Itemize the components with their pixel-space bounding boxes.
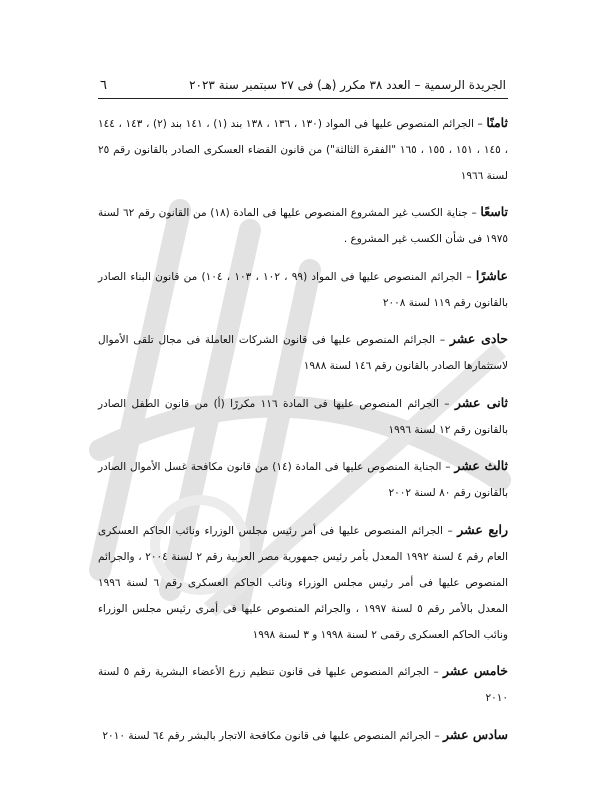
entry-title: سادس عشر	[443, 726, 508, 742]
entry-title: حادى عشر	[449, 331, 509, 346]
list-item	[98, 390, 508, 443]
list-item	[98, 453, 508, 506]
entry-text: – الجرائم المنصوص عليها فى قانون تنظيم زرع الأعضاء البشرية رقم ٥ لسنة ٢٠١٠	[98, 666, 508, 704]
page-number: ٦	[100, 78, 107, 93]
entry-title: ثامنًا	[486, 114, 508, 130]
list-item	[98, 326, 508, 379]
gazette-title: الجريدة الرسمية – العدد ٣٨ مكرر (هـ) فى ٢٧ سبتمبر سنة ٢٠٢٣	[189, 78, 506, 92]
entry-text: – الجناية المنصوص عليها فى المادة (١٤) من قانون مكافحة غسل الأموال الصادر بالقانون رقم ٨٠ لسنة ٢٠٠٢	[98, 461, 508, 499]
entries-list	[98, 110, 508, 749]
entry-title: عاشرًا	[475, 267, 508, 283]
list-item	[98, 722, 508, 749]
entry-text: – الجرائم المنصوص عليها فى قانون مكافحة الاتجار بالبشر رقم ٦٤ لسنة ٢٠١٠	[102, 729, 444, 742]
entry-text: – الجرائم المنصوص عليها فى قانون الشركات العاملة فى مجال تلقى الأموال لاستثمارها الصادر بالقانون رقم ١٤٦ لسنة ١٩٨٨	[98, 334, 508, 372]
entry-text: – الجرائم المنصوص عليها فى المادة ١١٦ مكررًا (أ) من قانون الطفل الصادر بالقانون رقم ١٢ لسنة ١٩٩٦	[98, 397, 508, 436]
entry-title: ثالث عشر	[454, 458, 509, 473]
entry-title: خامس عشر	[443, 663, 509, 678]
document-page	[98, 78, 508, 759]
entry-text: – جناية الكسب غير المشروع المنصوص عليها فى المادة (١٨) من القانون رقم ٦٢ لسنة ١٩٧٥ فى شأن الكسب غير المشروع .	[98, 207, 508, 245]
entry-text: – الجرائم المنصوص عليها فى المواد (١٣٠ ، ١٣٦ ، ١٣٨ بند (١) ، ١٤١ بند (٢) ، ١٤٣ ، ١٤٤ ، ١٤٥ ، ١٥١ ، ١٥٥ ، ١٦٥ "الفقرة الثالثة") من قانون القضاء العسكرى الصادر بالقانون رقم ٢٥ لسنة ١٩٦٦	[98, 117, 508, 182]
entry-title: تاسعًا	[480, 204, 508, 219]
list-item	[98, 199, 508, 252]
entry-title: ثانى عشر	[454, 394, 508, 410]
list-item	[98, 110, 508, 189]
list-item	[98, 517, 508, 648]
list-item	[98, 263, 508, 316]
page-header	[98, 78, 508, 99]
entry-text: – الجرائم المنصوص عليها فى أمر رئيس مجلس الوزراء ونائب الحاكم العسكرى العام رقم ٤ لسنة ١٩٩٢ المعدل بأمر رئيس جمهورية مصر العربية رقم ٢ لسنة ٢٠٠٤ ، والجرائم المنصوص عليها فى أمر رئيس مجلس الوزراء ونائب الحاكم العسكرى رقم ٦ لسنة ١٩٩٦ المعدل بالأمر رقم ٥ لسنة ١٩٩٧ ، والجرائم المنصوص عليها فى أمرى رئيس مجلس الوزراء ونائب الحاكم العسكرى رقمى ٢ لسنة ١٩٩٨ و ٣ لسنة ١٩٩٨	[98, 524, 508, 641]
list-item	[98, 658, 508, 711]
entry-text: – الجرائم المنصوص عليها فى المواد (٩٩ ، ١٠٢ ، ١٠٣ ، ١٠٤) من قانون البناء الصادر بالقانون رقم ١١٩ لسنة ٢٠٠٨	[98, 270, 508, 309]
entry-title: رابع عشر	[457, 521, 508, 537]
